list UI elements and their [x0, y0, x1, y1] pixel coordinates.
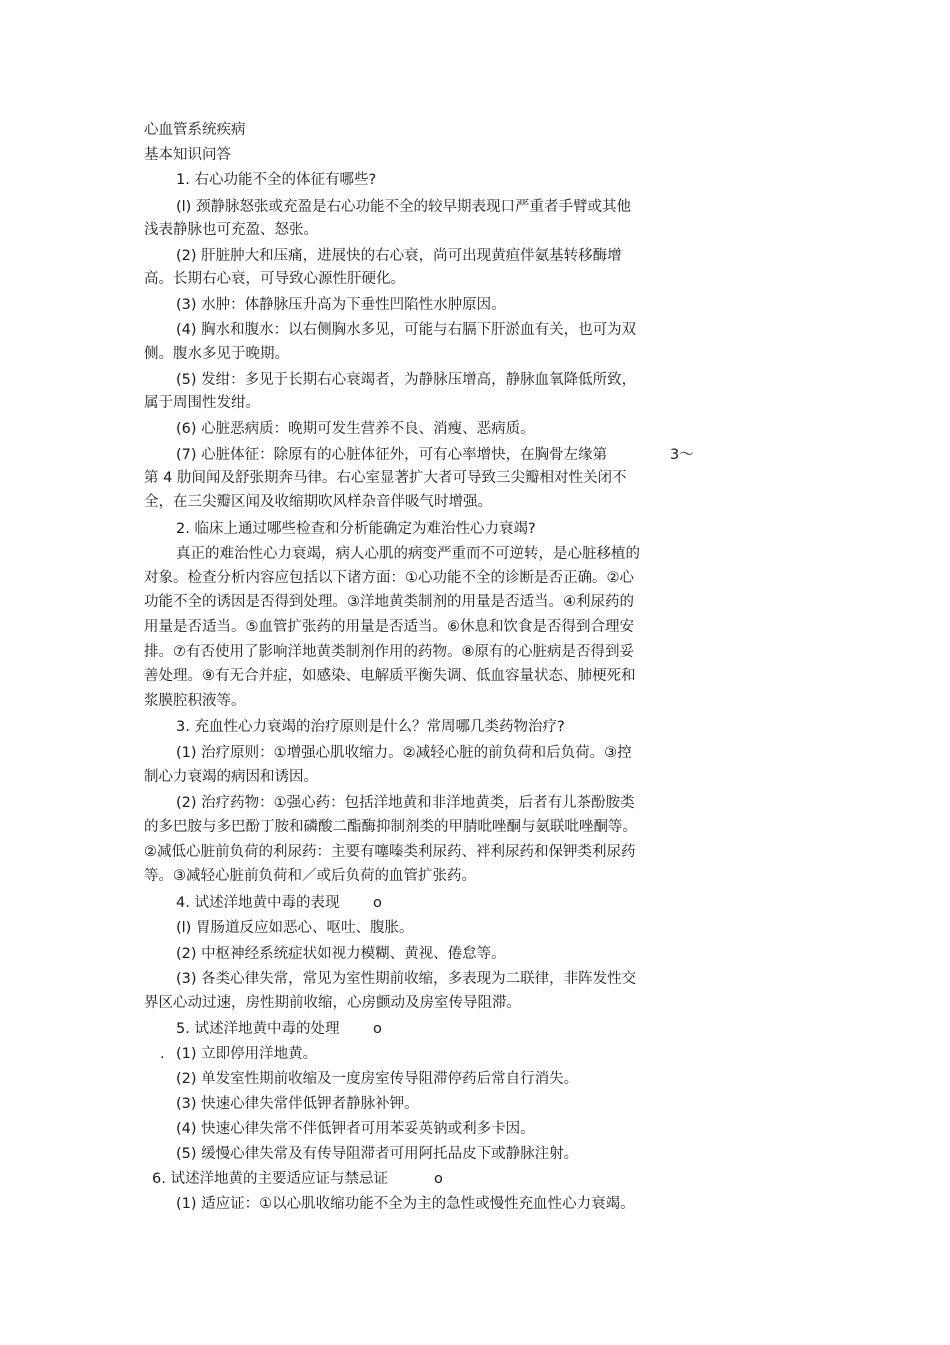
text-line: ②减低心脏前负荷的利尿药：主要有噻嗪类利尿药、袢利尿药和保钾类利尿药 [144, 844, 636, 860]
text-line: (4) 胸水和腹水：以右侧胸水多见，可能与右膈下肝淤血有关，也可为双 [176, 322, 637, 338]
section-heading: 基本知识问答 [144, 147, 231, 163]
text-line: (1) 立即停用洋地黄。 [176, 1046, 318, 1062]
text-line: (2) 肝脏肿大和压痛，进展快的右心衰，尚可出现黄疸伴氨基转移酶增 [176, 248, 622, 264]
text-line: 浆膜腔积液等。 [144, 693, 246, 709]
document-title: 心血管系统疾病 [144, 122, 246, 138]
text-line: (5) 缓慢心律失常及有传导阻滞者可用阿托品皮下或静脉注射。 [176, 1146, 579, 1162]
text-line: (3) 各类心律失常，常见为室性期前收缩，多表现为二联律，非阵发性交 [176, 971, 637, 987]
question-4: 4. 试述洋地黄中毒的表现 [176, 895, 340, 911]
text-line: 用量是否适当。⑤血管扩张药的用量是否适当。⑥休息和饮食是否得到合理安 [144, 619, 634, 635]
text-line: 属于周围性发绀。 [144, 395, 260, 411]
text-line: 制心力衰竭的病因和诱因。 [144, 769, 318, 785]
text-line: 功能不全的诱因是否得到处理。③洋地黄类制剂的用量是否适当。④利尿药的 [144, 594, 634, 610]
text-fragment: . [160, 1046, 165, 1062]
text-fragment: o [434, 1171, 443, 1187]
text-line: 界区心动过速，房性期前收缩，心房颤动及房室传导阻滞。 [144, 995, 521, 1011]
question-3: 3. 充血性心力衰竭的治疗原则是什么？常周哪几类药物治疗? [176, 719, 565, 735]
question-1: 1. 右心功能不全的体征有哪些? [176, 172, 377, 188]
text-fragment: o [373, 1021, 382, 1037]
text-line: (l) 胃肠道反应如恶心、呕吐、腹胀。 [176, 920, 414, 936]
text-line: 等。③减轻心脏前负荷和／或后负荷的血管扩张药。 [144, 868, 476, 884]
question-6: 6. 试述洋地黄的主要适应证与禁忌证 [152, 1171, 388, 1187]
text-line: (2) 治疗药物：①强心药：包括洋地黄和非洋地黄类，后者有儿茶酚胺类 [176, 795, 635, 811]
text-line: (1) 适应证：①以心肌收缩功能不全为主的急性或慢性充血性心力衰竭。 [176, 1196, 635, 1212]
text-line: 善处理。⑨有无合并症，如感染、电解质平衡失调、低血容量状态、肺梗死和 [144, 668, 636, 684]
text-line: 真正的难治性心力衰竭，病人心肌的病变严重而不可逆转，是心脏移植的 [176, 546, 640, 562]
text-fragment: o [373, 895, 382, 911]
question-5: 5. 试述洋地黄中毒的处理 [176, 1021, 340, 1037]
text-line: 对象。检查分析内容应包括以下诸方面：①心功能不全的诊断是否正确。②心 [144, 570, 634, 586]
text-line: (6) 心脏恶病质：晚期可发生营养不良、消瘦、恶病质。 [176, 421, 535, 437]
text-line: (7) 心脏体征：除原有的心脏体征外，可有心率增快，在胸骨左缘第 [176, 447, 608, 463]
text-line: 侧。腹水多见于晚期。 [144, 346, 289, 362]
text-line: 第 4 肋间闻及舒张期奔马律。右心室显著扩大者可导致三尖瓣相对性关闭不 [144, 470, 627, 486]
text-line: (5) 发绀：多见于长期右心衰竭者，为静脉压增高，静脉血氧降低所致， [176, 372, 637, 388]
text-line: 浅表静脉也可充盈、怒张。 [144, 222, 318, 238]
text-line: (l) 颈静脉怒张或充盈是右心功能不全的较早期表现口严重者手臂或其他 [176, 199, 631, 215]
text-fragment: 3～ [670, 447, 694, 463]
text-line: 高。长期右心衰，可导致心源性肝硬化。 [144, 271, 405, 287]
text-line: (2) 中枢神经系统症状如视力模糊、黄视、倦怠等。 [176, 946, 506, 962]
text-line: (1) 治疗原则：①增强心肌收缩力。②减轻心脏的前负荷和后负荷。③控 [176, 745, 632, 761]
text-line: (3) 水肿：体静脉压升高为下垂性凹陷性水肿原因。 [176, 297, 506, 313]
text-line: 全，在三尖瓣区闻及收缩期吹风样杂音伴吸气时增强。 [144, 494, 492, 510]
text-line: (2) 单发室性期前收缩及一度房室传导阻滞停药后常自行消失。 [176, 1071, 579, 1087]
text-line: 的多巴胺与多巴酚丁胺和磷酸二酯酶抑制剂类的甲腈吡唑酮与氨联吡唑酮等。 [144, 819, 637, 835]
text-line: 排。⑦有否使用了影响洋地黄类制剂作用的药物。⑧原有的心脏病是否得到妥 [144, 644, 634, 660]
text-line: (3) 快速心律失常伴低钾者静脉补钾。 [176, 1096, 419, 1112]
question-2: 2. 临床上通过哪些检查和分析能确定为难治性心力衰竭? [176, 521, 536, 537]
text-line: (4) 快速心律失常不伴低钾者可用苯妥英钠或利多卡因。 [176, 1121, 535, 1137]
